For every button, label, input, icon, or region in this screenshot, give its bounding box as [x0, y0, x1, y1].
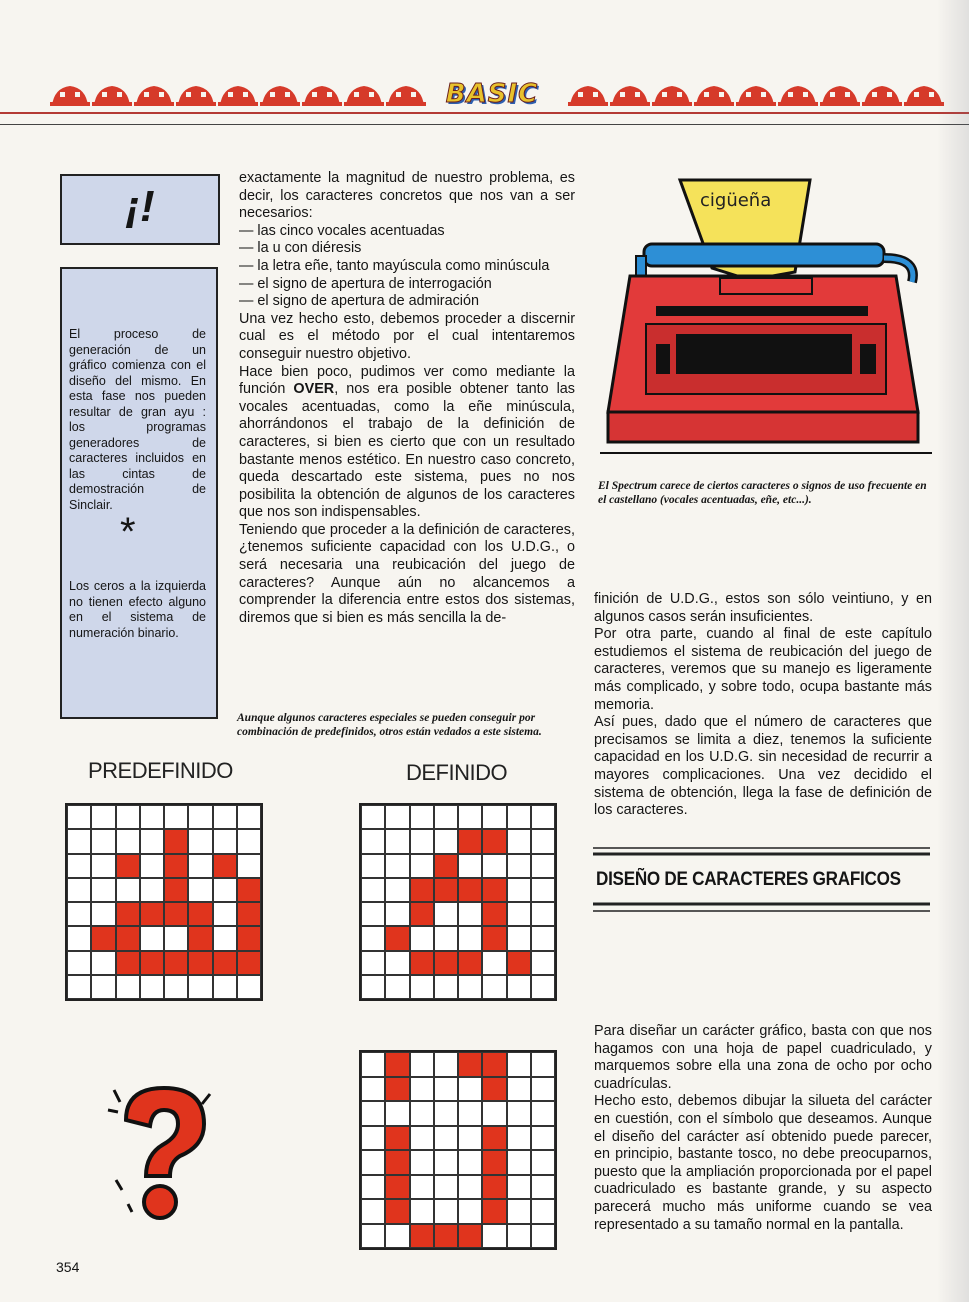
grid-cell-filled	[507, 951, 531, 975]
col2-paragraph-4: Para diseñar un carácter gráfico, basta con que nos hagamos con una hoja de papel cuadriculado, y marquemos sobre ella una zona de ocho por ocho cuadrículas.	[594, 1023, 932, 1092]
column-1-text	[239, 170, 575, 627]
grid-cell-empty	[361, 902, 385, 926]
grid-cell-filled	[188, 902, 212, 926]
spectrum-typewriter-illustration	[600, 172, 932, 456]
grid-cell-filled	[116, 902, 140, 926]
grid-cell-empty	[91, 829, 115, 853]
col1-p2-end: , nos era posible obtener tanto las vocales acentuadas, como la eñe minúscula, ahorrándonos el trabajo de la definición de caracteres, si bien es cierto que con un resultado bastante menos estético. En nuestro caso concreto, queda descartado este sistema, pues no nos posibilita la obtención de algunos de los caracteres que nos son indispensables.	[239, 381, 575, 521]
grid-cell-filled	[188, 926, 212, 950]
grid-cell-empty	[361, 1101, 385, 1126]
col2-paragraph-1: finición de U.D.G., estos son sólo veintiuno, y en algunos casos serán insuficientes.	[594, 591, 932, 625]
grid-cell-empty	[531, 1175, 555, 1200]
definido-grid	[359, 803, 557, 1001]
grid-cell-empty	[507, 926, 531, 950]
predefinido-grid	[65, 803, 263, 1001]
grid-cell-empty	[410, 1199, 434, 1224]
grid-cell-empty	[482, 854, 506, 878]
grid-cell-empty	[385, 1101, 409, 1126]
grid-cell-filled	[482, 926, 506, 950]
grid-cell-empty	[361, 854, 385, 878]
grid-cell-empty	[410, 1077, 434, 1102]
exclamation-mark: ¡!	[125, 182, 155, 231]
invader-border-left	[50, 80, 430, 108]
grid-cell-empty	[531, 1224, 555, 1249]
grid-cell-empty	[361, 975, 385, 999]
grid-cell-empty	[237, 829, 261, 853]
list-item: — la letra eñe, tanto mayúscula como minúscula	[239, 257, 550, 274]
page-edge-shade	[937, 0, 969, 1302]
grid-cell-empty	[410, 1126, 434, 1151]
grid-cell-filled	[140, 902, 164, 926]
grid-cell-empty	[188, 805, 212, 829]
grid-cell-filled	[237, 926, 261, 950]
grid-cell-empty	[482, 1101, 506, 1126]
grid-cell-filled	[237, 951, 261, 975]
grid-cell-filled	[434, 951, 458, 975]
col1-paragraph-1: Una vez hecho esto, debemos proceder a discernir cual es el método por el cual intentaremos conseguir nuestro objetivo.	[239, 310, 575, 362]
grid-cell-empty	[410, 1101, 434, 1126]
grid-cell-filled	[164, 902, 188, 926]
grid-cell-empty	[361, 1224, 385, 1249]
grid-cell-filled	[410, 951, 434, 975]
grid-cell-empty	[507, 902, 531, 926]
grid-cell-filled	[385, 1199, 409, 1224]
grid-cell-empty	[91, 805, 115, 829]
grid-cell-empty	[434, 1101, 458, 1126]
grid-cell-empty	[458, 805, 482, 829]
grid-cell-empty	[213, 975, 237, 999]
grid-cell-filled	[482, 1077, 506, 1102]
grid-cell-filled	[458, 1052, 482, 1077]
grid-cell-empty	[507, 1126, 531, 1151]
list-item: — el signo de apertura de interrogación	[239, 275, 492, 292]
grid-cell-empty	[67, 878, 91, 902]
grid-cell-empty	[531, 1052, 555, 1077]
grid-cell-filled	[482, 1150, 506, 1175]
invader-border-right	[568, 80, 948, 108]
grid-cell-filled	[482, 1199, 506, 1224]
grid-cell-empty	[67, 975, 91, 999]
grid-cell-empty	[458, 1101, 482, 1126]
grid-cell-empty	[458, 1199, 482, 1224]
col2-paragraph-2: Por otra parte, cuando al final de este capítulo estudiemos el sistema de reubicación del juego de caracteres, veremos que su manejo es ligeramente más complicado, y sobre todo, ocupa bastante más memoria.	[594, 626, 932, 713]
grid-cell-empty	[482, 951, 506, 975]
exclamation-box	[60, 174, 220, 245]
grid-cell-empty	[164, 975, 188, 999]
grid-cell-empty	[67, 951, 91, 975]
grid-cell-empty	[91, 951, 115, 975]
grid-cell-empty	[361, 926, 385, 950]
grid-cell-empty	[116, 805, 140, 829]
grid-cell-empty	[140, 854, 164, 878]
grid-cell-empty	[361, 1126, 385, 1151]
grid-cell-empty	[531, 926, 555, 950]
grid-cell-empty	[213, 878, 237, 902]
grid-cell-empty	[507, 1150, 531, 1175]
grid-cell-empty	[482, 805, 506, 829]
grid-cell-filled	[458, 878, 482, 902]
grid-cell-empty	[507, 975, 531, 999]
grid-cell-empty	[361, 878, 385, 902]
sidebar-note-1: El proceso de generación de un gráfico comienza con el diseño del mismo. En esta fase nos pueden resultar de gran ayu : los programas generadores de caracteres incluidos en las cintas de demostración de Sinclair.	[69, 327, 206, 512]
grid-cell-empty	[410, 926, 434, 950]
grid-cell-filled	[458, 829, 482, 853]
grid-cell-filled	[140, 951, 164, 975]
grid-cell-filled	[91, 926, 115, 950]
grid-cell-empty	[237, 805, 261, 829]
grid-cell-empty	[531, 854, 555, 878]
grid-cell-empty	[434, 902, 458, 926]
grid-cell-filled	[410, 878, 434, 902]
col2-paragraph-3: Así pues, dado que el número de caracteres que precisamos se limita a diez, tenemos la suficiente capacidad en los U.D.G. sin necesidad de recurrir a mayores complicaciones. Una vez decidido el sistema de obtención, llega la fase de definición de los caracteres.	[594, 714, 932, 819]
list-item: — el signo de apertura de admiración	[239, 293, 479, 310]
grid-cell-empty	[385, 805, 409, 829]
grid-cell-empty	[385, 1224, 409, 1249]
grid-cell-filled	[385, 1175, 409, 1200]
grid-cell-empty	[507, 805, 531, 829]
grid-cell-filled	[434, 878, 458, 902]
grid-cell-empty	[458, 902, 482, 926]
grid-cell-filled	[385, 926, 409, 950]
grid-cell-empty	[237, 975, 261, 999]
grid-cell-empty	[116, 878, 140, 902]
grid-cell-empty	[188, 829, 212, 853]
grid-cell-filled	[237, 902, 261, 926]
grid-cell-empty	[458, 1175, 482, 1200]
grid-cell-empty	[91, 902, 115, 926]
grid-cell-empty	[531, 902, 555, 926]
grid-cell-empty	[385, 829, 409, 853]
over-keyword: OVER	[293, 381, 335, 398]
grid-cell-empty	[410, 854, 434, 878]
grid-cell-empty	[67, 854, 91, 878]
page-number: 354	[56, 1259, 80, 1275]
paper-text: cigüeña	[700, 190, 772, 211]
grid-cell-filled	[164, 829, 188, 853]
grid-cell-empty	[361, 1150, 385, 1175]
grid-cell-filled	[116, 854, 140, 878]
grid-cell-filled	[482, 1052, 506, 1077]
grid-cell-filled	[116, 926, 140, 950]
grid-cell-empty	[434, 805, 458, 829]
predefinido-label: PREDEFINIDO	[88, 758, 233, 783]
grid-cell-empty	[361, 1199, 385, 1224]
grid-cell-empty	[67, 926, 91, 950]
grid-cell-filled	[213, 854, 237, 878]
grid-cell-filled	[458, 951, 482, 975]
grid-cell-filled	[458, 1224, 482, 1249]
col1-p2-start: Hace bien poco, pudimos ver como mediante la función	[239, 363, 575, 398]
grid-cell-empty	[531, 1199, 555, 1224]
grid-cell-empty	[410, 829, 434, 853]
list-item: — las cinco vocales acentuadas	[239, 222, 445, 239]
grid-cell-empty	[458, 926, 482, 950]
grid-cell-filled	[385, 1077, 409, 1102]
section-title: DISEÑO DE CARACTERES GRAFICOS	[596, 869, 901, 890]
grid-cell-empty	[213, 902, 237, 926]
definido-label: DEFINIDO	[406, 760, 508, 785]
grid-cell-empty	[67, 902, 91, 926]
third-character-grid	[359, 1050, 557, 1250]
grid-cell-filled	[482, 878, 506, 902]
grid-cell-empty	[91, 975, 115, 999]
grid-cell-empty	[531, 951, 555, 975]
grid-cell-empty	[458, 1126, 482, 1151]
grid-cell-empty	[67, 829, 91, 853]
basic-logo: BASIC	[445, 79, 539, 109]
col1-paragraph-2	[239, 364, 575, 522]
sidebar-note-2: Los ceros a la izquierda no tienen efecto alguno en el sistema de numeración binario.	[69, 579, 206, 640]
column-2-text-bottom	[594, 1023, 932, 1234]
grid-cell-empty	[164, 805, 188, 829]
column-2-text-top	[594, 591, 932, 820]
grid-cell-empty	[482, 975, 506, 999]
grid-cell-filled	[213, 951, 237, 975]
grid-cell-empty	[434, 926, 458, 950]
grid-cell-filled	[434, 854, 458, 878]
col2-paragraph-5: Hecho esto, debemos dibujar la silueta del carácter en cuestión, con el símbolo que deseamos. Aunque el diseño del carácter así obtenido puede parecer, en principio, bastante tosco, no debe preocuparnos, puesto que la ampliación proporcionada por el papel cuadriculado es bastante grande, y su aspecto parecerá mucho más uniforme cuando se vea representado a su tamaño normal en la pantalla.	[594, 1093, 932, 1233]
grid-cell-empty	[434, 1052, 458, 1077]
grid-cell-empty	[434, 1175, 458, 1200]
grid-cell-filled	[385, 1052, 409, 1077]
grid-cell-empty	[531, 975, 555, 999]
col1-intro: exactamente la magnitud de nuestro problema, es decir, los caracteres concretos que nos van a ser necesarios:	[239, 170, 575, 222]
illustration-caption: El Spectrum carece de ciertos caracteres o signos de uso frecuente en el castellano (vocales acentuadas, eñe, etc...).	[598, 480, 927, 506]
grid-cell-empty	[458, 854, 482, 878]
grid-cell-empty	[507, 878, 531, 902]
grid-cell-empty	[361, 1077, 385, 1102]
grid-cell-empty	[140, 805, 164, 829]
grid-cell-empty	[434, 1077, 458, 1102]
grid-cell-empty	[140, 975, 164, 999]
grid-cell-filled	[410, 902, 434, 926]
grid-cell-empty	[507, 854, 531, 878]
grid-cell-empty	[385, 878, 409, 902]
grid-cell-filled	[164, 854, 188, 878]
grid-cell-filled	[164, 951, 188, 975]
grid-cell-filled	[385, 1150, 409, 1175]
grid-cell-empty	[507, 1199, 531, 1224]
grid-cell-empty	[116, 829, 140, 853]
question-mark-illustration	[106, 1080, 218, 1230]
grid-cell-empty	[140, 829, 164, 853]
col1-paragraph-3: Teniendo que proceder a la definición de caracteres, ¿tenemos suficiente capacidad con los U.D.G., o será necesaria una reubicación del juego de caracteres? Aunque aún no alcancemos a comprender la diferencia entre estos dos sistemas, diremos que si bien es más sencilla la de-	[239, 521, 575, 626]
grid-cell-filled	[434, 1224, 458, 1249]
grid-cell-empty	[237, 854, 261, 878]
grid-cell-empty	[507, 1077, 531, 1102]
grid-cell-empty	[164, 926, 188, 950]
grid-cell-empty	[434, 829, 458, 853]
grid-cell-empty	[385, 951, 409, 975]
grid-cell-empty	[213, 805, 237, 829]
grid-cell-empty	[188, 975, 212, 999]
grid-cell-empty	[507, 829, 531, 853]
header-rule-top	[0, 112, 969, 114]
grid-cell-empty	[531, 878, 555, 902]
grid-cell-empty	[361, 951, 385, 975]
grid-cell-filled	[188, 951, 212, 975]
grid-cell-empty	[116, 975, 140, 999]
grid-cell-empty	[507, 1224, 531, 1249]
col1-caption: Aunque algunos caracteres especiales se pueden conseguir por combinación de predefinidos, otros están vedados a este sistema.	[237, 712, 542, 738]
grid-cell-empty	[410, 975, 434, 999]
grid-cell-empty	[434, 975, 458, 999]
grid-cell-empty	[531, 1101, 555, 1126]
grid-cell-empty	[507, 1175, 531, 1200]
grid-cell-empty	[434, 1199, 458, 1224]
grid-cell-filled	[482, 1175, 506, 1200]
grid-cell-empty	[213, 829, 237, 853]
grid-cell-empty	[361, 1175, 385, 1200]
grid-cell-filled	[482, 829, 506, 853]
grid-cell-empty	[188, 854, 212, 878]
grid-cell-empty	[458, 975, 482, 999]
grid-cell-filled	[164, 878, 188, 902]
grid-cell-empty	[67, 805, 91, 829]
grid-cell-filled	[482, 902, 506, 926]
list-item: — la u con diéresis	[239, 240, 362, 257]
grid-cell-empty	[410, 1150, 434, 1175]
grid-cell-empty	[434, 1150, 458, 1175]
grid-cell-empty	[140, 878, 164, 902]
grid-cell-empty	[140, 926, 164, 950]
grid-cell-empty	[531, 1077, 555, 1102]
grid-cell-empty	[507, 1052, 531, 1077]
grid-cell-empty	[531, 805, 555, 829]
grid-cell-empty	[410, 1052, 434, 1077]
header-rule-bottom	[0, 124, 969, 125]
grid-cell-empty	[361, 829, 385, 853]
grid-cell-empty	[91, 878, 115, 902]
grid-cell-empty	[361, 1052, 385, 1077]
grid-cell-empty	[434, 1126, 458, 1151]
grid-cell-empty	[188, 878, 212, 902]
grid-cell-empty	[531, 1126, 555, 1151]
grid-cell-empty	[410, 805, 434, 829]
grid-cell-filled	[237, 878, 261, 902]
grid-cell-filled	[116, 951, 140, 975]
grid-cell-empty	[458, 1077, 482, 1102]
grid-cell-empty	[385, 854, 409, 878]
grid-cell-filled	[385, 1126, 409, 1151]
grid-cell-empty	[507, 1101, 531, 1126]
grid-cell-empty	[531, 1150, 555, 1175]
grid-cell-empty	[482, 1224, 506, 1249]
grid-cell-empty	[91, 854, 115, 878]
grid-cell-empty	[410, 1175, 434, 1200]
grid-cell-empty	[385, 975, 409, 999]
grid-cell-empty	[531, 829, 555, 853]
grid-cell-empty	[385, 902, 409, 926]
grid-cell-empty	[458, 1150, 482, 1175]
asterisk-icon: *	[120, 510, 136, 554]
grid-cell-empty	[213, 926, 237, 950]
grid-cell-filled	[482, 1126, 506, 1151]
grid-cell-filled	[410, 1224, 434, 1249]
grid-cell-empty	[361, 805, 385, 829]
